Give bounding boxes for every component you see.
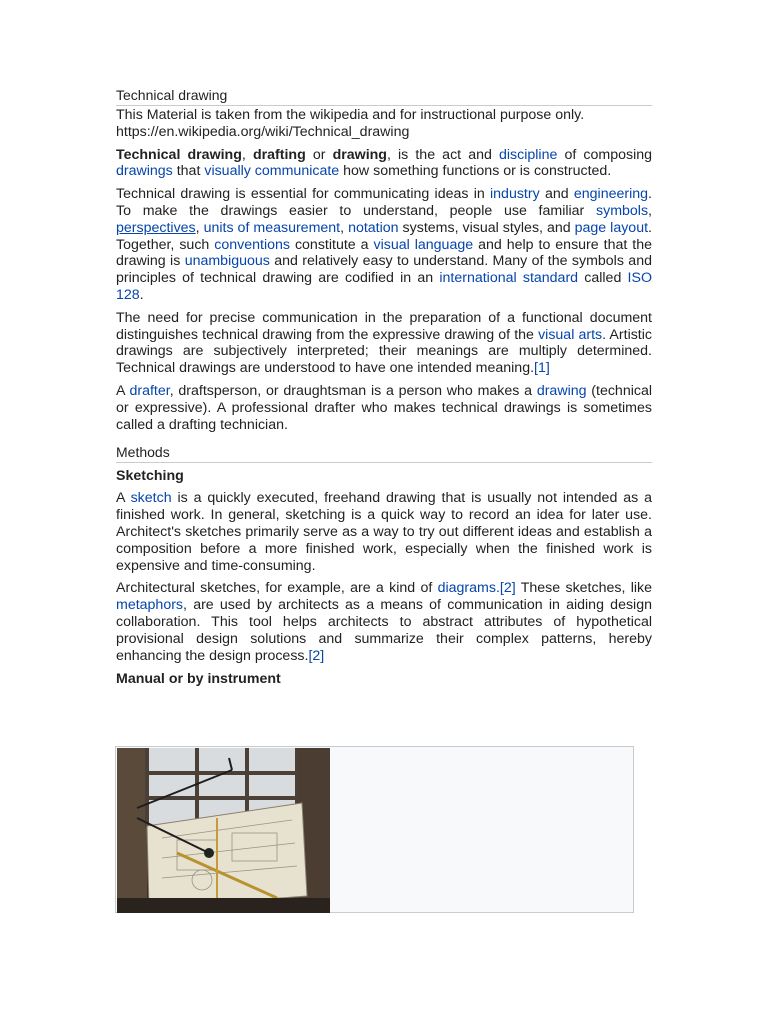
text-run: and relatively easy to understand. Many of the symbols and principles of technical drawing are codified in an [116,253,652,287]
article [116,86,652,693]
link-drawings[interactable]: drawings [116,163,173,180]
page-title: Technical drawing [116,86,652,106]
text-run: that [172,163,205,180]
text-run: . To make the drawings easier to understand, people use familiar [116,186,652,219]
text-run: (technical or expressive). A professional drafter who makes technical drawings is sometimes called a drafting technician. [116,382,652,433]
link-drawing[interactable]: drawing [536,382,587,399]
text-run: , [241,146,253,163]
link-diagrams[interactable]: diagrams [437,580,496,597]
link-iso-128[interactable]: ISO 128 [116,270,652,303]
subheading-sketching: Sketching [116,468,184,485]
paragraph-definition [116,147,652,181]
source-url: https://en.wikipedia.org/wiki/Technical_drawing [116,123,410,140]
paragraph-sketch [116,490,652,574]
link-units-of-measurement[interactable]: units of measurement [203,219,341,236]
link-industry[interactable]: industry [490,186,540,203]
disclaimer-text: This Material is taken from the wikipedia and for instructional purpose only. [116,107,585,123]
text-run: and help to ensure that the drawing is [116,236,652,270]
text-run: . Artistic drawings are subjectively interpreted; their meanings are multiply determined. Technical drawings are understood to have one intended meaning. [116,326,652,377]
text-run: A [116,382,130,399]
drafting-table-photo-svg [117,748,330,913]
subheading-manual-or-by-instrument: Manual or by instrument [116,671,281,688]
link-symbols[interactable]: symbols [596,202,649,219]
term-technical-drawing: Technical drawing [116,146,242,163]
term-drawing: drawing [332,146,387,163]
link-engineering[interactable]: engineering [573,186,649,203]
reference-2-second[interactable]: [2] [308,647,325,664]
text-run: . [139,286,144,303]
text-run: , [340,219,349,236]
figure-thumbnail-box [115,746,634,913]
text-run: systems, visual styles, and [398,219,575,236]
link-page-layout[interactable]: page layout [574,219,649,236]
text-run: of composing [557,146,653,163]
text-run: These sketches, like [515,580,652,597]
link-discipline[interactable]: discipline [499,146,558,163]
text-run: , [195,219,204,236]
paragraph-precise-communication [116,310,652,377]
text-run: , is the act and [386,146,499,163]
text-run: or [305,146,333,163]
text-run: Technical drawing is essential for communicating ideas in [116,186,491,203]
link-drafter[interactable]: drafter [129,382,170,399]
text-run: constitute a [289,236,374,253]
text-run: The need for precise communication in the preparation of a functional document distinguishes technical drawing from the expressive drawing of the [116,309,652,343]
section-heading-methods: Methods [116,443,652,463]
reference-1[interactable]: [1] [534,360,550,377]
text-run: A [116,490,131,507]
text-run: Architectural sketches, for example, are a kind of [116,580,438,597]
text-run: called [578,270,628,287]
link-international-standard[interactable]: international standard [439,270,579,287]
text-run: and [539,186,574,203]
link-conventions[interactable]: conventions [214,236,290,253]
link-metaphors[interactable]: metaphors [116,597,184,614]
text-run: . Together, such [116,219,652,253]
reference-2[interactable]: .[2] [495,580,516,597]
text-run: is a quickly executed, freehand drawing that is usually not intended as a finished work. In general, sketching is a quick way to record an idea for later use. Architect's sketches primarily serve as a way to try out different ideas and establish a composition before a more finished work, especially when the finished work is expensive and time-consuming. [116,490,652,574]
text-run: , are used by architects as a means of communication in aiding design collaboration. This tool helps architects to abstract attributes of hypothetical provisional design solutions and summarize their complex patterns, hereby enhancing the design process. [116,597,652,664]
link-sketch[interactable]: sketch [130,490,172,507]
drafting-table-photo-icon[interactable] [117,748,330,913]
text-run: , [648,202,652,219]
link-notation[interactable]: notation [348,219,399,236]
paragraph-architectural-sketches [116,580,652,664]
text-run: , draftsperson, or draughtsman is a person who makes a [169,382,537,399]
link-unambiguous[interactable]: unambiguous [184,253,270,270]
text-run: how something functions or is constructed. [339,163,612,180]
paragraph-drafter [116,383,652,433]
link-visually-communicate[interactable]: visually communicate [204,163,340,180]
term-drafting: drafting [252,146,306,163]
link-perspectives[interactable]: perspectives [116,219,196,236]
link-visual-arts[interactable]: visual arts [538,326,603,343]
disclaimer [116,107,652,141]
paragraph-essential [116,186,652,304]
link-visual-language[interactable]: visual language [373,236,474,253]
